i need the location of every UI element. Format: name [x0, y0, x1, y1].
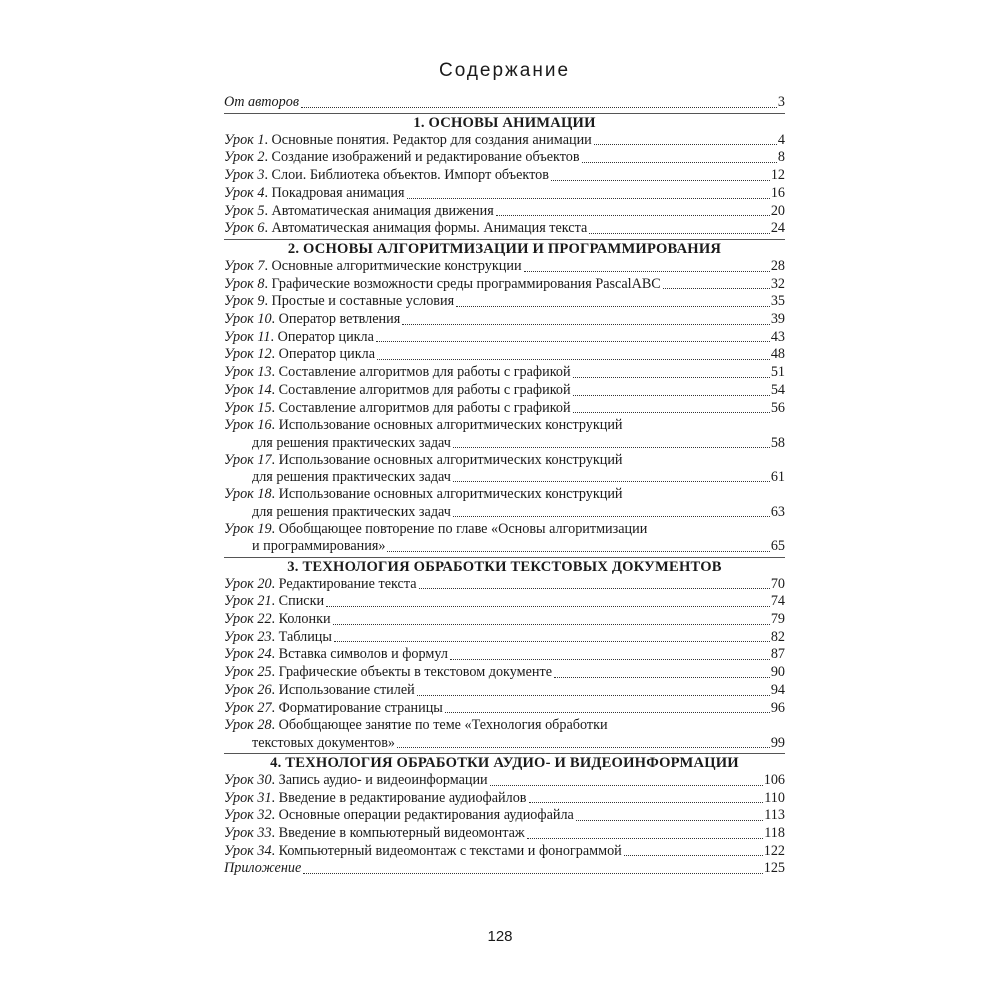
- section-heading: 3. ТЕХНОЛОГИЯ ОБРАБОТКИ ТЕКСТОВЫХ ДОКУМЕНТОВ: [224, 557, 785, 576]
- lesson-title: . Оператор цикла: [271, 346, 376, 363]
- entry-label: [224, 700, 443, 718]
- entry-label: [224, 593, 324, 611]
- lesson-title: . Использование основных алгоритмических конструкций: [271, 417, 623, 434]
- dot-leader: [573, 412, 770, 413]
- lesson-title: . Использование основных алгоритмических конструкций: [271, 486, 623, 503]
- lesson-number: Урок 17: [224, 451, 272, 468]
- entry-page: 96: [770, 699, 785, 716]
- entry-label: [224, 220, 587, 238]
- dot-leader: [624, 855, 763, 856]
- entry-line-1: [224, 452, 785, 469]
- entry-page: 39: [770, 311, 785, 328]
- dot-leader: [453, 447, 770, 448]
- entry-label: [224, 149, 580, 167]
- lesson-number: Урок 32: [224, 807, 272, 824]
- lesson-number: Урок 15: [224, 399, 272, 416]
- entry-label: [224, 646, 448, 664]
- entry-page: 99: [770, 734, 785, 751]
- lesson-title: . Составление алгоритмов для работы с графикой: [271, 364, 571, 381]
- entry-page: 8: [777, 149, 785, 166]
- entry-page: 113: [764, 807, 785, 824]
- dot-leader: [387, 551, 769, 552]
- lesson-title: . Слои. Библиотека объектов. Импорт объектов: [264, 167, 549, 184]
- entry-label: [224, 203, 494, 221]
- entry-page: 54: [770, 381, 785, 398]
- toc-entry-intro: [224, 94, 785, 112]
- dot-leader: [419, 588, 770, 589]
- entry-page: 90: [770, 664, 785, 681]
- lesson-number: Урок 9: [224, 293, 265, 310]
- lesson-number: Урок 1: [224, 131, 265, 148]
- toc-entry: [224, 149, 785, 167]
- dot-leader: [573, 395, 770, 396]
- toc-entry: [224, 167, 785, 185]
- lesson-number: Урок 10: [224, 311, 272, 328]
- dot-leader: [582, 162, 777, 163]
- dot-leader: [490, 785, 763, 786]
- entry-label: [224, 346, 375, 364]
- lesson-title: . Автоматическая анимация движения: [264, 202, 494, 219]
- toc-entry: [224, 629, 785, 647]
- entry-label: От авторов: [224, 94, 299, 110]
- lesson-title-continued: для решения практических задач: [252, 434, 451, 451]
- lesson-number: Урок 18: [224, 486, 272, 503]
- lesson-title-continued: и программирования»: [252, 538, 386, 555]
- dot-leader: [445, 712, 770, 713]
- lesson-title: . Оператор цикла: [270, 328, 374, 345]
- toc-entry: [224, 486, 785, 521]
- entry-page: 63: [770, 503, 785, 520]
- lesson-number: Урок 22: [224, 611, 272, 628]
- toc-entry: [224, 346, 785, 364]
- dot-leader: [326, 606, 770, 607]
- lesson-number: Урок 13: [224, 364, 272, 381]
- lesson-title: . Редактирование текста: [271, 575, 417, 592]
- entry-page: 61: [770, 469, 785, 486]
- dot-leader: [663, 288, 770, 289]
- entry-label: [224, 611, 331, 629]
- toc-entry: [224, 382, 785, 400]
- dot-leader: [456, 306, 770, 307]
- entry-page: 70: [770, 575, 785, 592]
- toc-entry: [224, 220, 785, 238]
- entry-label: [224, 825, 525, 843]
- lesson-number: Урок 3: [224, 167, 265, 184]
- dot-leader: [589, 233, 770, 234]
- toc-entry: [224, 364, 785, 382]
- lesson-number: Урок 2: [224, 149, 265, 166]
- section-heading: 1. ОСНОВЫ АНИМАЦИИ: [224, 113, 785, 132]
- toc-entry: [224, 825, 785, 843]
- entry-label: [224, 664, 552, 682]
- dot-leader: [417, 695, 770, 696]
- dot-leader: [407, 198, 770, 199]
- lesson-title-continued: для решения практических задач: [252, 503, 451, 520]
- entry-page: 51: [770, 364, 785, 381]
- entry-label: [224, 682, 415, 700]
- toc-entry: [224, 843, 785, 861]
- lesson-number: Урок 25: [224, 664, 272, 681]
- dot-leader: [573, 377, 770, 378]
- lesson-number: Урок 20: [224, 575, 272, 592]
- lesson-title: . Введение в редактирование аудиофайлов: [271, 789, 527, 806]
- entry-label: [224, 629, 332, 647]
- toc-entry: [224, 203, 785, 221]
- entry-page: 79: [770, 611, 785, 628]
- dot-leader: [453, 481, 770, 482]
- dot-leader: [450, 659, 770, 660]
- lesson-title: . Автоматическая анимация формы. Анимация текста: [264, 220, 588, 237]
- toc-entry: [224, 132, 785, 150]
- table-of-contents: [224, 60, 785, 878]
- entry-page: 43: [770, 328, 785, 345]
- entry-page: 48: [770, 346, 785, 363]
- entry-line-2: [224, 469, 785, 486]
- entry-label: [224, 576, 417, 594]
- entry-label: [224, 276, 661, 294]
- entry-page: 3: [777, 94, 785, 110]
- toc-entry: [224, 311, 785, 329]
- lesson-number: Урок 11: [224, 328, 271, 345]
- entry-page: 125: [763, 860, 785, 877]
- lesson-title: . Форматирование страницы: [271, 699, 443, 716]
- lesson-title: . Простые и составные условия: [264, 293, 455, 310]
- entry-label: [224, 132, 592, 150]
- entry-label: [224, 167, 549, 185]
- lesson-number: Урок 12: [224, 346, 272, 363]
- entry-label: [224, 790, 527, 808]
- page-title: Содержание: [438, 60, 571, 81]
- entry-page: 4: [777, 131, 785, 148]
- toc-entry: [224, 717, 785, 752]
- entry-page: 35: [770, 293, 785, 310]
- entry-page: 82: [770, 628, 785, 645]
- toc-entry: [224, 576, 785, 594]
- entry-page: 65: [770, 538, 785, 555]
- lesson-number: Урок 4: [224, 184, 265, 201]
- dot-leader: [301, 107, 777, 108]
- toc-entry: [224, 682, 785, 700]
- dot-leader: [554, 677, 770, 678]
- entry-line-2: [224, 735, 785, 752]
- lesson-title: . Основные алгоритмические конструкции: [264, 257, 522, 274]
- lesson-title: . Графические возможности среды программирования PascalABC: [264, 275, 661, 292]
- entry-label: [224, 364, 571, 382]
- toc-entry: [224, 276, 785, 294]
- toc-entry-appendix: [224, 860, 785, 878]
- lesson-title: . Основные операции редактирования аудиофайла: [271, 807, 574, 824]
- lesson-title: . Списки: [271, 593, 325, 610]
- entry-page: 12: [770, 167, 785, 184]
- entry-page: 58: [770, 434, 785, 451]
- entry-label: [224, 329, 374, 347]
- lesson-number: Урок 34: [224, 842, 272, 859]
- lesson-number: Урок 19: [224, 521, 272, 538]
- lesson-title-continued: для решения практических задач: [252, 469, 451, 486]
- toc-entry: [224, 293, 785, 311]
- entry-page: 28: [770, 257, 785, 274]
- dot-leader: [576, 820, 763, 821]
- entry-line-1: [224, 717, 785, 734]
- lesson-title: . Колонки: [271, 611, 331, 628]
- entry-line-2: [224, 504, 785, 521]
- lesson-title: . Использование основных алгоритмических конструкций: [271, 451, 623, 468]
- entry-line-2: [224, 435, 785, 452]
- toc-entry: [224, 185, 785, 203]
- lesson-number: Урок 7: [224, 257, 265, 274]
- dot-leader: [529, 802, 764, 803]
- toc-entry: [224, 772, 785, 790]
- lesson-number: Урок 23: [224, 628, 272, 645]
- entry-page: 118: [764, 824, 785, 841]
- toc-entry: [224, 646, 785, 664]
- toc-entry: [224, 700, 785, 718]
- entry-line-1: [224, 486, 785, 503]
- dot-leader: [524, 271, 770, 272]
- entry-label: [224, 311, 400, 329]
- lesson-number: Урок 30: [224, 771, 272, 788]
- entry-page: 106: [763, 771, 785, 788]
- toc-entry: [224, 258, 785, 276]
- lesson-title: . Использование стилей: [271, 681, 415, 698]
- dot-leader: [334, 641, 770, 642]
- lesson-number: Урок 28: [224, 717, 272, 734]
- dot-leader: [453, 516, 770, 517]
- entry-page: 122: [763, 842, 785, 859]
- toc-entry: [224, 593, 785, 611]
- entry-page: 24: [770, 220, 785, 237]
- lesson-title: . Вставка символов и формул: [271, 646, 448, 663]
- lesson-title: . Оператор ветвления: [271, 311, 401, 328]
- entry-page: 32: [770, 275, 785, 292]
- lesson-number: Урок 14: [224, 381, 272, 398]
- entry-line-1: [224, 417, 785, 434]
- entry-page: 94: [770, 681, 785, 698]
- dot-leader: [594, 144, 777, 145]
- dot-leader: [377, 359, 770, 360]
- toc-entry: [224, 329, 785, 347]
- lesson-number: Урок 6: [224, 220, 265, 237]
- toc-entry: [224, 664, 785, 682]
- lesson-title: . Создание изображений и редактирование объектов: [264, 149, 580, 166]
- lesson-number: Урок 21: [224, 593, 272, 610]
- lesson-number: Урок 26: [224, 681, 272, 698]
- dot-leader: [376, 341, 770, 342]
- lesson-title-continued: текстовых документов»: [252, 734, 395, 751]
- page-number: 128: [487, 928, 513, 945]
- dot-leader: [303, 873, 762, 874]
- entry-label: [224, 293, 454, 311]
- lesson-number: Урок 33: [224, 824, 272, 841]
- lesson-number: Урок 8: [224, 275, 265, 292]
- section-heading: 4. ТЕХНОЛОГИЯ ОБРАБОТКИ АУДИО- И ВИДЕОИНФОРМАЦИИ: [224, 753, 785, 772]
- dot-leader: [496, 215, 770, 216]
- entry-label: [224, 843, 622, 861]
- entry-page: 56: [770, 399, 785, 416]
- lesson-title: . Составление алгоритмов для работы с графикой: [271, 399, 571, 416]
- toc-sections: [224, 113, 785, 861]
- dot-leader: [551, 180, 770, 181]
- toc-entry: [224, 400, 785, 418]
- dot-leader: [333, 624, 770, 625]
- lesson-title: . Основные понятия. Редактор для создания анимации: [264, 131, 592, 148]
- lesson-number: Урок 24: [224, 646, 272, 663]
- lesson-number: Урок 16: [224, 417, 272, 434]
- entry-label: [224, 185, 405, 203]
- entry-page: 16: [770, 184, 785, 201]
- toc-entry: [224, 521, 785, 556]
- entry-page: 110: [764, 789, 785, 806]
- entry-line-2: [224, 538, 785, 555]
- toc-entry: [224, 611, 785, 629]
- toc-entry: [224, 452, 785, 487]
- entry-page: 87: [770, 646, 785, 663]
- toc-entry: [224, 807, 785, 825]
- toc-entry: [224, 790, 785, 808]
- lesson-title: . Таблицы: [271, 628, 332, 645]
- lesson-title: . Обобщающее повторение по главе «Основы алгоритмизации: [271, 521, 648, 538]
- lesson-title: . Покадровая анимация: [264, 184, 405, 201]
- lesson-title: . Введение в компьютерный видеомонтаж: [271, 824, 525, 841]
- dot-leader: [402, 324, 770, 325]
- lesson-number: Урок 31: [224, 789, 272, 806]
- section-heading: 2. ОСНОВЫ АЛГОРИТМИЗАЦИИ И ПРОГРАММИРОВАНИЯ: [224, 239, 785, 258]
- entry-label: [224, 772, 488, 790]
- entry-label: Приложение: [224, 860, 302, 877]
- entry-page: 74: [770, 593, 785, 610]
- entry-line-1: [224, 521, 785, 538]
- lesson-title: . Обобщающее занятие по теме «Технология обработки: [271, 717, 608, 734]
- lesson-title: . Запись аудио- и видеоинформации: [271, 771, 488, 788]
- dot-leader: [397, 747, 770, 748]
- lesson-title: . Компьютерный видеомонтаж с текстами и фонограммой: [271, 842, 622, 859]
- dot-leader: [527, 838, 764, 839]
- entry-label: [224, 258, 522, 276]
- entry-label: [224, 382, 571, 400]
- lesson-title: . Графические объекты в текстовом документе: [271, 664, 553, 681]
- lesson-number: Урок 27: [224, 699, 272, 716]
- entry-label: [224, 400, 571, 418]
- lesson-number: Урок 5: [224, 202, 265, 219]
- entry-label: [224, 807, 574, 825]
- entry-page: 20: [770, 202, 785, 219]
- toc-entry: [224, 417, 785, 452]
- lesson-title: . Составление алгоритмов для работы с графикой: [271, 381, 571, 398]
